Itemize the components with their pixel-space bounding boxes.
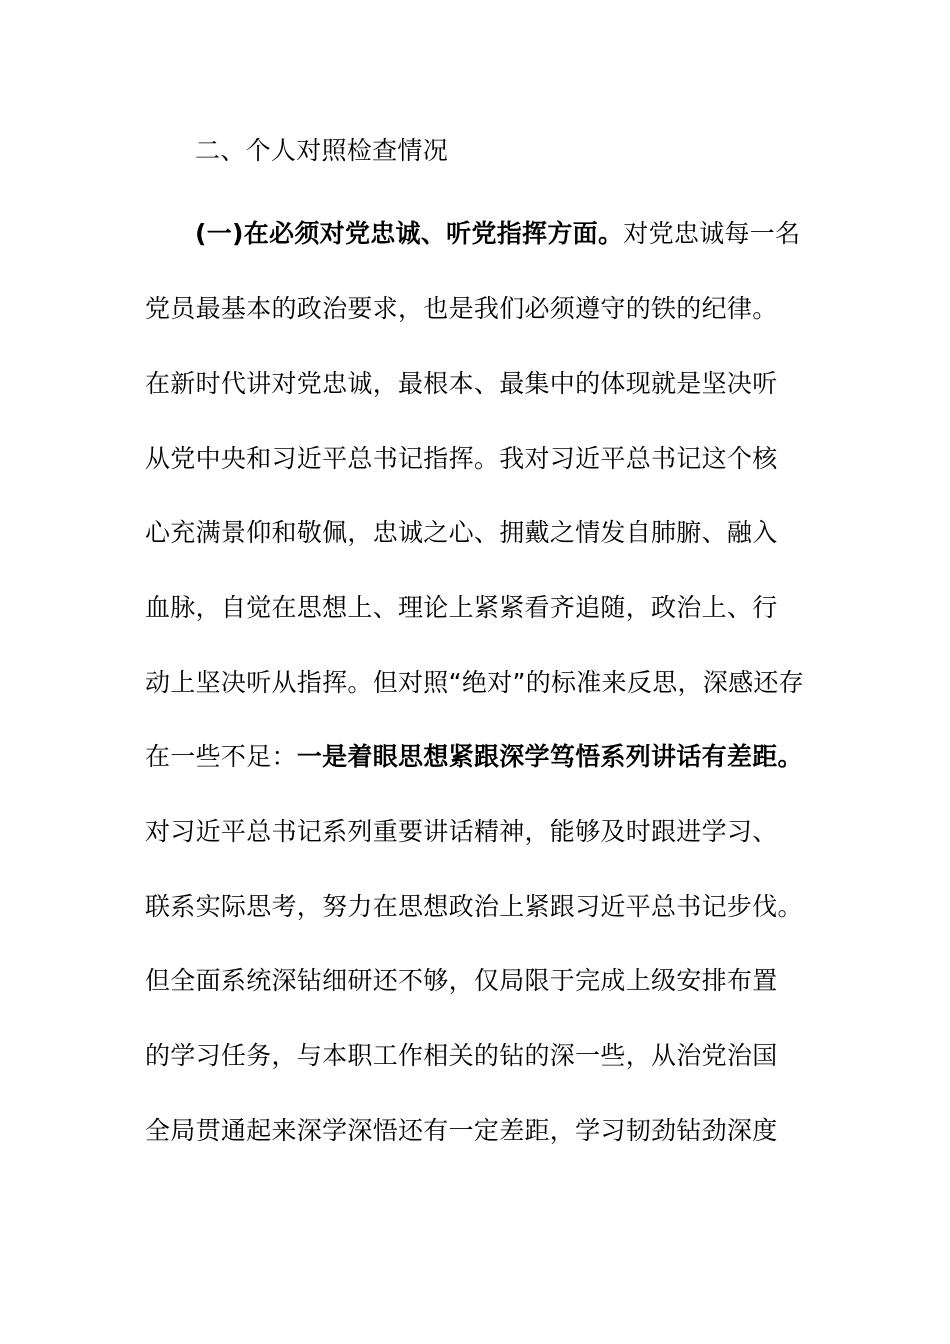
paragraph-line-3: 在新时代讲对党忠诚，最根本、最集中的体现就是坚决听 (145, 369, 778, 398)
paragraph-line-9: 对习近平总书记系列重要讲话精神，能够及时跟进学习、 (145, 817, 778, 846)
subheading: (一)在必须对党忠诚、听党指挥方面。 (195, 219, 624, 248)
paragraph-line-13: 全局贯通起来深学深悟还有一定差距，学习韧劲钻劲深度 (145, 1116, 778, 1145)
line8-text: 在一些不足： (145, 742, 297, 771)
section-heading: 二、个人对照检查情况 (195, 136, 449, 165)
paragraph-line-11: 但全面系统深钻细研还不够，仅局限于完成上级安排布置 (145, 966, 778, 995)
line8-bold-text: 一是着眼思想紧跟深学笃悟系列讲话有差距。 (296, 742, 803, 771)
paragraph-line-5: 心充满景仰和敬佩，忠诚之心、拥戴之情发自肺腑、融入 (145, 518, 778, 547)
paragraph-line-8 (145, 741, 825, 773)
paragraph-line-12: 的学习任务，与本职工作相关的钻的深一些，从治党治国 (145, 1041, 778, 1070)
paragraph-line-1 (195, 218, 875, 250)
paragraph-line-4: 从党中央和习近平总书记指挥。我对习近平总书记这个核 (145, 444, 778, 473)
line1-text: 对党忠诚每一名 (623, 219, 801, 248)
paragraph-line-2: 党员最基本的政治要求，也是我们必须遵守的铁的纪律。 (145, 294, 778, 323)
paragraph-line-10: 联系实际思考，努力在思想政治上紧跟习近平总书记步伐。 (145, 892, 803, 921)
paragraph-line-7: 动上坚决听从指挥。但对照“绝对”的标准来反思，深感还存 (145, 668, 805, 697)
paragraph-line-6: 血脉，自觉在思想上、理论上紧紧看齐追随，政治上、行 (145, 593, 778, 622)
